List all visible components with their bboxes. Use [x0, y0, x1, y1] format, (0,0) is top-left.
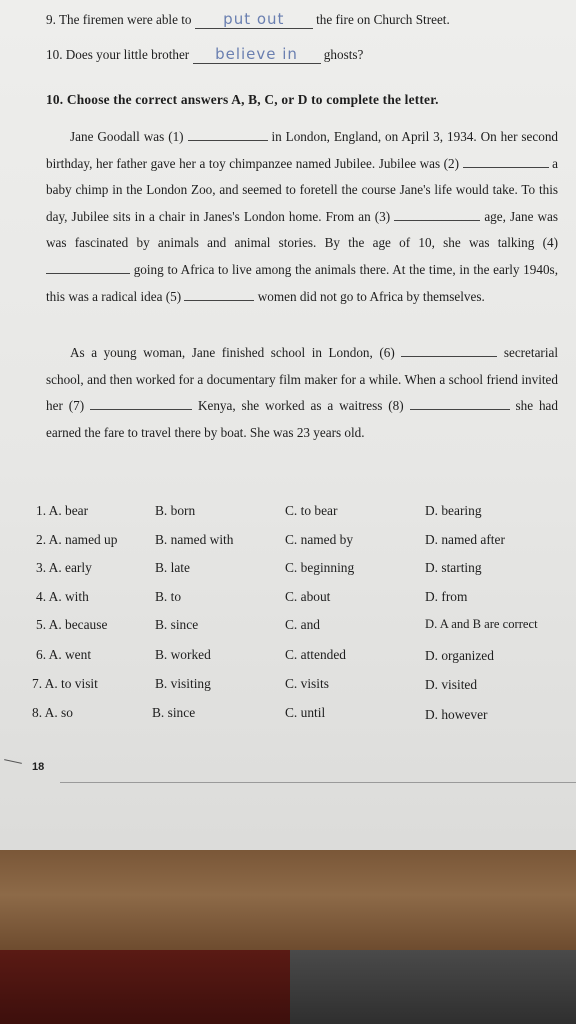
gap-3	[394, 220, 480, 221]
question-text-after: the fire on Church Street.	[316, 12, 450, 27]
question-9	[46, 10, 450, 29]
question-10	[46, 45, 363, 64]
question-text-before: The firemen were able to	[58, 12, 192, 27]
option-7d: D. visited	[425, 677, 478, 692]
gap-5	[184, 300, 254, 301]
page-number: 18	[32, 761, 45, 773]
wooden-surface	[0, 850, 576, 950]
question-number: 10.	[46, 47, 63, 62]
option-3c: C. beginning	[285, 560, 355, 575]
passage-paragraph-1	[46, 124, 558, 310]
option-4d: D. from	[425, 589, 468, 604]
option-2b: B. named with	[155, 532, 234, 547]
gap-1	[188, 140, 268, 141]
option-1b: B. born	[155, 503, 196, 518]
gap-2	[463, 167, 549, 168]
option-8c: C. until	[285, 705, 326, 720]
passage-text: age, Jane was was fascinated by animals and animal stories. By the age of 10, she was talking (4)	[46, 208, 559, 251]
option-1d: D. bearing	[425, 503, 482, 518]
question-number: 9.	[46, 12, 56, 27]
option-2d: D. named after	[425, 532, 505, 547]
option-7a: 7. A. to visit	[32, 676, 98, 691]
gap-6	[401, 356, 497, 357]
option-6d: D. organized	[425, 648, 494, 663]
option-3d: D. starting	[425, 560, 482, 575]
passage-paragraph-2	[46, 340, 558, 446]
option-5a: 5. A. because	[36, 617, 108, 632]
option-3b: B. late	[155, 560, 190, 575]
gap-8	[410, 409, 510, 410]
option-8b: B. since	[152, 705, 196, 720]
option-3a: 3. A. early	[36, 560, 92, 575]
footer-mark	[4, 759, 22, 764]
footer-rule	[60, 782, 576, 783]
carpet-background	[290, 950, 576, 1024]
passage-text: women did not go to Africa by themselves.	[257, 288, 485, 304]
option-4c: C. about	[285, 589, 331, 604]
option-1c: C. to bear	[285, 503, 338, 518]
option-1a: 1. A. bear	[36, 503, 89, 518]
option-6c: C. attended	[285, 647, 346, 662]
option-2a: 2. A. named up	[36, 532, 118, 547]
question-text-before: Does your little brother	[65, 47, 190, 62]
gap-4	[46, 273, 130, 274]
option-6a: 6. A. went	[36, 647, 92, 662]
option-8d: D. however	[425, 707, 488, 722]
option-4a: 4. A. with	[36, 589, 89, 604]
option-5c: C. and	[285, 617, 320, 632]
answer-blank	[193, 45, 321, 64]
option-7b: B. visiting	[155, 676, 211, 691]
option-7c: C. visits	[285, 676, 329, 691]
option-2c: C. named by	[285, 532, 354, 547]
passage-text: she had earned the fare to travel there by boat. She was 23 years old.	[46, 398, 558, 440]
red-object-background	[0, 950, 290, 1024]
passage-text: Jane Goodall was (1)	[70, 129, 184, 144]
passage-text: Kenya, she worked as a waitress (8)	[197, 398, 404, 414]
passage-text: going to Africa to live among the animals there. At the time, in the early 1940s, this was a radical idea (5)	[46, 261, 558, 304]
option-4b: B. to	[155, 589, 182, 604]
option-6b: B. worked	[155, 647, 211, 662]
handwritten-answer: believe in	[215, 45, 298, 63]
question-text-after: ghosts?	[323, 47, 364, 62]
passage-text: As a young woman, Jane finished school in London, (6)	[70, 345, 395, 360]
gap-7	[90, 409, 192, 410]
section-title: 10. Choose the correct answers A, B, C, or D to complete the letter.	[46, 92, 439, 107]
passage-text: a baby chimp in the London Zoo, and seemed to foretell the course Jane's life would take. To this day, Jubilee sits in a chair in Janes's London home. From an (3)	[46, 155, 559, 224]
option-5d: D. A and B are correct	[425, 617, 538, 631]
passage-text: secretarial school, and then worked for a documentary film maker for a while. When a school friend invited her (7)	[46, 345, 559, 414]
passage-text: in London, England, on April 3, 1934. On her second birthday, her father gave her a toy chimpanzee named Jubilee. Jubilee was (2)	[46, 129, 559, 171]
option-5b: B. since	[155, 617, 199, 632]
answer-blank	[195, 10, 313, 29]
option-8a: 8. A. so	[32, 705, 73, 720]
handwritten-answer: put out	[223, 10, 285, 28]
